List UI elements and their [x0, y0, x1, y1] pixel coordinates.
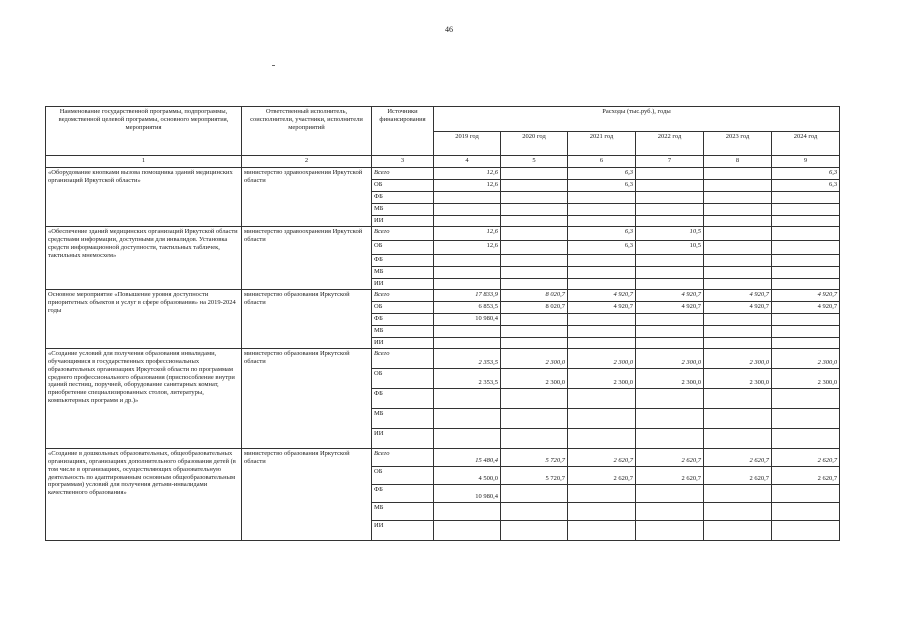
column-number: 3	[372, 156, 434, 168]
amount-cell: 4 920,7	[636, 301, 704, 313]
amount-cell	[636, 484, 704, 502]
column-number: 5	[501, 156, 568, 168]
funding-source: ИИ	[372, 520, 434, 540]
funding-source: ИИ	[372, 278, 434, 289]
amount-cell: 5 720,7	[501, 466, 568, 484]
funding-source: ФБ	[372, 388, 434, 408]
amount-cell: 12,6	[434, 168, 501, 180]
funding-source: Всего	[372, 448, 434, 466]
amount-cell	[501, 484, 568, 502]
amount-cell: 8 020,7	[501, 289, 568, 301]
amount-cell	[704, 484, 772, 502]
amount-cell	[772, 484, 840, 502]
amount-cell	[568, 192, 636, 204]
amount-cell	[704, 254, 772, 266]
program-name: Основное мероприятие «Повышение уровня доступности приоритетных объектов и услуг в сфере образования» на 2019-2024 годы	[46, 289, 242, 348]
amount-cell	[568, 408, 636, 428]
header-name: Наименование государственной программы, подпрограммы, ведомственной целевой программы, основного мероприятия, мероприятия	[46, 107, 242, 156]
budget-table	[45, 106, 840, 541]
amount-cell: 2 353,5	[434, 368, 501, 388]
amount-cell	[568, 502, 636, 520]
amount-cell: 2 620,7	[772, 466, 840, 484]
amount-cell: 6 853,5	[434, 301, 501, 313]
amount-cell	[434, 337, 501, 348]
amount-cell: 2 620,7	[568, 448, 636, 466]
amount-cell	[568, 428, 636, 448]
amount-cell: 4 920,7	[772, 301, 840, 313]
funding-source: ФБ	[372, 484, 434, 502]
table-row	[46, 348, 840, 368]
amount-cell	[704, 408, 772, 428]
amount-cell	[772, 520, 840, 540]
amount-cell	[636, 192, 704, 204]
amount-cell: 12,6	[434, 240, 501, 254]
amount-cell	[636, 168, 704, 180]
funding-source: ФБ	[372, 313, 434, 325]
header-responsible: Ответственный исполнитель, соисполнители, участники, исполнители мероприятий	[242, 107, 372, 156]
responsible-executor: министерство образования Иркутской области	[242, 348, 372, 448]
amount-cell	[772, 428, 840, 448]
amount-cell	[636, 502, 704, 520]
amount-cell	[704, 204, 772, 216]
amount-cell	[501, 408, 568, 428]
funding-source: МБ	[372, 266, 434, 278]
amount-cell: 12,6	[434, 226, 501, 240]
amount-cell	[501, 216, 568, 227]
header-year-4: 2022 год	[636, 132, 704, 156]
amount-cell: 8 020,7	[501, 301, 568, 313]
amount-cell	[636, 337, 704, 348]
amount-cell	[636, 313, 704, 325]
amount-cell: 4 920,7	[568, 301, 636, 313]
amount-cell: 12,6	[434, 180, 501, 192]
amount-cell	[704, 226, 772, 240]
amount-cell	[501, 520, 568, 540]
funding-source: ОБ	[372, 180, 434, 192]
amount-cell	[636, 266, 704, 278]
funding-source: МБ	[372, 502, 434, 520]
amount-cell: 2 300,0	[501, 348, 568, 368]
amount-cell	[772, 204, 840, 216]
amount-cell	[636, 408, 704, 428]
responsible-executor: министерство здравоохранения Иркутской области	[242, 226, 372, 289]
amount-cell: 6,3	[568, 226, 636, 240]
amount-cell	[704, 428, 772, 448]
header-expenses: Расходы (тыс.руб.), годы	[434, 107, 840, 132]
amount-cell	[772, 226, 840, 240]
funding-source: МБ	[372, 408, 434, 428]
amount-cell	[772, 313, 840, 325]
amount-cell: 2 300,0	[704, 348, 772, 368]
funding-source: МБ	[372, 204, 434, 216]
program-name: «Создание в дошкольных образовательных, общеобразовательных организациях, организациях дополнительного образования детей (в том числе в организациях, осуществляющих образовательную деятельность по адаптированным основным общеобразовательным программам) условий для получения детьми-инвалидами качественного образования»	[46, 448, 242, 540]
amount-cell: 4 920,7	[636, 289, 704, 301]
amount-cell	[772, 337, 840, 348]
amount-cell	[704, 180, 772, 192]
amount-cell: 2 300,0	[636, 348, 704, 368]
amount-cell: 5 720,7	[501, 448, 568, 466]
amount-cell	[434, 204, 501, 216]
funding-source: ИИ	[372, 216, 434, 227]
funding-source: МБ	[372, 325, 434, 337]
amount-cell	[772, 192, 840, 204]
amount-cell: 10 980,4	[434, 313, 501, 325]
amount-cell	[772, 325, 840, 337]
amount-cell	[568, 216, 636, 227]
table-row	[46, 226, 840, 240]
amount-cell	[704, 313, 772, 325]
column-number: 1	[46, 156, 242, 168]
amount-cell: 4 500,0	[434, 466, 501, 484]
table-row	[46, 289, 840, 301]
amount-cell	[704, 520, 772, 540]
amount-cell: 2 300,0	[772, 368, 840, 388]
amount-cell	[568, 266, 636, 278]
column-number: 7	[636, 156, 704, 168]
amount-cell	[636, 254, 704, 266]
amount-cell	[772, 388, 840, 408]
funding-source: ИИ	[372, 337, 434, 348]
amount-cell	[636, 325, 704, 337]
program-name: «Обеспечение зданий медицинских организаций Иркутской области средствами информации, доступными для инвалидов. Установка средств информационной доступности, тактильных табличек, тактильных мнемосхем»	[46, 226, 242, 289]
amount-cell	[501, 313, 568, 325]
amount-cell: 2 353,5	[434, 348, 501, 368]
amount-cell: 15 480,4	[434, 448, 501, 466]
amount-cell: 4 920,7	[772, 289, 840, 301]
amount-cell: 10 980,4	[434, 484, 501, 502]
amount-cell	[568, 388, 636, 408]
amount-cell	[636, 428, 704, 448]
amount-cell	[636, 388, 704, 408]
amount-cell	[636, 278, 704, 289]
funding-source: ОБ	[372, 368, 434, 388]
amount-cell	[568, 325, 636, 337]
amount-cell: 6,3	[772, 168, 840, 180]
responsible-executor: министерство здравоохранения Иркутской области	[242, 168, 372, 227]
amount-cell	[636, 204, 704, 216]
amount-cell	[434, 325, 501, 337]
amount-cell	[568, 278, 636, 289]
scan-mark	[272, 65, 275, 66]
amount-cell	[636, 180, 704, 192]
amount-cell: 2 620,7	[568, 466, 636, 484]
amount-cell	[568, 520, 636, 540]
amount-cell: 2 300,0	[704, 368, 772, 388]
amount-cell: 6,3	[568, 168, 636, 180]
amount-cell	[568, 254, 636, 266]
amount-cell	[434, 278, 501, 289]
funding-source: ФБ	[372, 192, 434, 204]
amount-cell	[501, 428, 568, 448]
amount-cell	[772, 216, 840, 227]
amount-cell	[501, 266, 568, 278]
amount-cell: 2 620,7	[636, 448, 704, 466]
header-year-1: 2019 год	[434, 132, 501, 156]
amount-cell: 2 300,0	[772, 348, 840, 368]
amount-cell	[704, 192, 772, 204]
funding-source: ОБ	[372, 240, 434, 254]
amount-cell: 6,3	[772, 180, 840, 192]
amount-cell	[772, 502, 840, 520]
amount-cell	[434, 388, 501, 408]
header-year-2: 2020 год	[501, 132, 568, 156]
funding-source: Всего	[372, 168, 434, 180]
amount-cell: 4 920,7	[704, 301, 772, 313]
funding-source: Всего	[372, 289, 434, 301]
amount-cell	[704, 325, 772, 337]
amount-cell	[568, 204, 636, 216]
amount-cell: 2 300,0	[568, 348, 636, 368]
amount-cell	[501, 325, 568, 337]
amount-cell	[704, 502, 772, 520]
amount-cell: 17 833,9	[434, 289, 501, 301]
amount-cell	[434, 408, 501, 428]
amount-cell: 4 920,7	[568, 289, 636, 301]
funding-source: ОБ	[372, 466, 434, 484]
funding-source: Всего	[372, 226, 434, 240]
amount-cell: 4 920,7	[704, 289, 772, 301]
amount-cell	[704, 337, 772, 348]
amount-cell: 2 300,0	[501, 368, 568, 388]
amount-cell	[501, 388, 568, 408]
amount-cell: 10,5	[636, 240, 704, 254]
funding-source: ФБ	[372, 254, 434, 266]
amount-cell	[636, 520, 704, 540]
header-year-5: 2023 год	[704, 132, 772, 156]
amount-cell	[434, 192, 501, 204]
funding-source: ИИ	[372, 428, 434, 448]
amount-cell: 10,5	[636, 226, 704, 240]
amount-cell: 2 620,7	[636, 466, 704, 484]
amount-cell	[772, 240, 840, 254]
amount-cell: 2 620,7	[772, 448, 840, 466]
amount-cell	[501, 240, 568, 254]
amount-cell	[434, 502, 501, 520]
header-sources: Источники финансирования	[372, 107, 434, 156]
amount-cell	[501, 337, 568, 348]
header-year-6: 2024 год	[772, 132, 840, 156]
amount-cell	[772, 266, 840, 278]
funding-source: ОБ	[372, 301, 434, 313]
funding-source: Всего	[372, 348, 434, 368]
amount-cell	[704, 240, 772, 254]
amount-cell	[434, 216, 501, 227]
column-number: 8	[704, 156, 772, 168]
amount-cell	[704, 216, 772, 227]
amount-cell: 2 620,7	[704, 466, 772, 484]
amount-cell	[568, 337, 636, 348]
amount-cell	[501, 192, 568, 204]
program-name: «Создание условий для получения образования инвалидами, обучающимися в государственных профессиональных образовательных организациях Иркутской области по программам среднего профессионального образования (приспособление внутри зданий пестниц, поручней, оборудование санитарных комнат, приобретение специализированных столов, литературы, компьютерных программ и др.)»	[46, 348, 242, 448]
amount-cell	[501, 502, 568, 520]
amount-cell	[704, 388, 772, 408]
amount-cell	[772, 408, 840, 428]
amount-cell	[434, 254, 501, 266]
amount-cell	[568, 484, 636, 502]
amount-cell	[636, 216, 704, 227]
responsible-executor: министерство образования Иркутской области	[242, 289, 372, 348]
amount-cell	[568, 313, 636, 325]
amount-cell	[501, 204, 568, 216]
page-number: 46	[445, 25, 453, 34]
amount-cell: 2 300,0	[568, 368, 636, 388]
amount-cell: 6,3	[568, 240, 636, 254]
header-year-3: 2021 год	[568, 132, 636, 156]
amount-cell	[704, 168, 772, 180]
amount-cell: 2 620,7	[704, 448, 772, 466]
column-number: 2	[242, 156, 372, 168]
amount-cell	[772, 254, 840, 266]
amount-cell	[434, 520, 501, 540]
column-number: 9	[772, 156, 840, 168]
amount-cell	[501, 254, 568, 266]
program-name: «Оборудование кнопками вызова помощника зданий медицинских организаций Иркутской области»	[46, 168, 242, 227]
amount-cell: 2 300,0	[636, 368, 704, 388]
amount-cell	[434, 266, 501, 278]
table-row	[46, 448, 840, 466]
amount-cell: 6,3	[568, 180, 636, 192]
amount-cell	[501, 226, 568, 240]
amount-cell	[704, 266, 772, 278]
table-row	[46, 168, 840, 180]
amount-cell	[704, 278, 772, 289]
responsible-executor: министерство образования Иркутской области	[242, 448, 372, 540]
column-number: 6	[568, 156, 636, 168]
amount-cell	[772, 278, 840, 289]
amount-cell	[501, 168, 568, 180]
amount-cell	[501, 278, 568, 289]
amount-cell	[501, 180, 568, 192]
column-number: 4	[434, 156, 501, 168]
amount-cell	[434, 428, 501, 448]
